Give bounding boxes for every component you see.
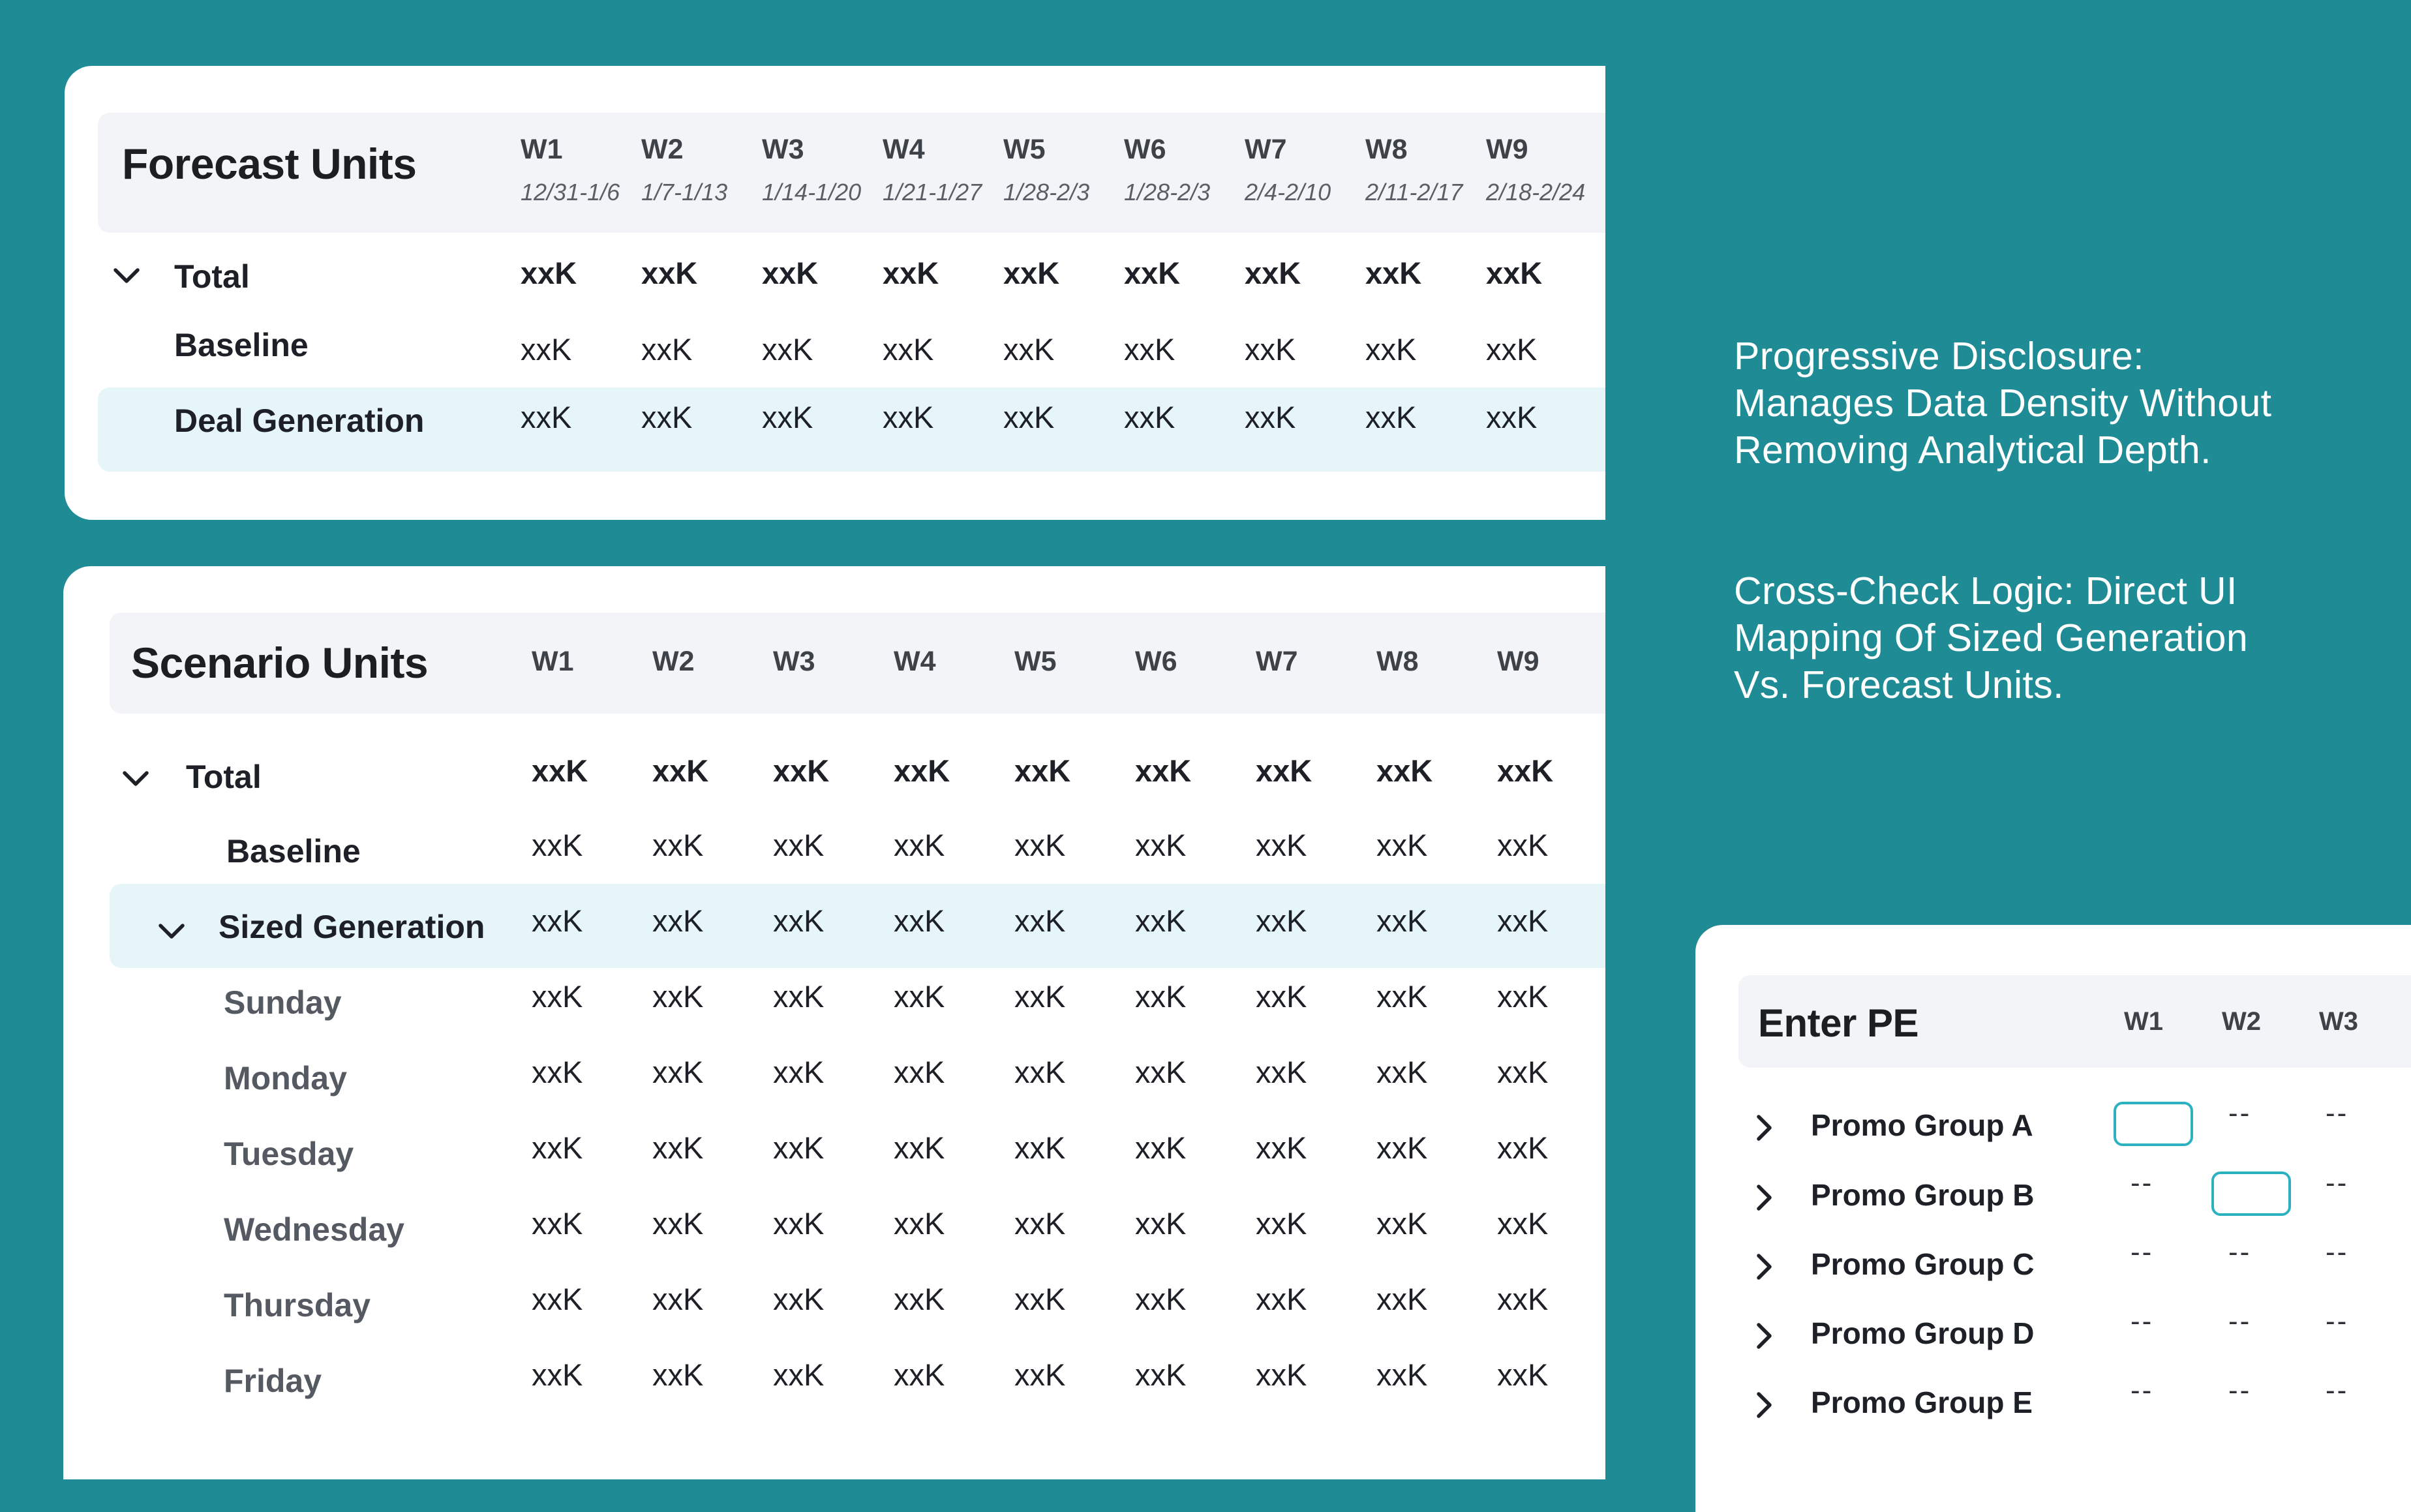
scenario-row-label: Sunday	[224, 984, 342, 1021]
scenario-cell: xxK	[1135, 1130, 1187, 1165]
forecast-week-label: W4	[883, 134, 925, 165]
forecast-cell: xxK	[883, 332, 934, 367]
forecast-cell: xxK	[1365, 256, 1422, 290]
scenario-week-label: W1	[532, 646, 574, 677]
forecast-cell: xxK	[1365, 400, 1417, 434]
forecast-cell: xxK	[1245, 256, 1301, 290]
scenario-cell: xxK	[1014, 1130, 1066, 1165]
scenario-cell: xxK	[532, 828, 583, 862]
cross-check-line: Vs. Forecast Units.	[1734, 663, 2064, 706]
forecast-week-dates: 1/28-2/3	[1124, 179, 1211, 205]
pe-empty-value[interactable]: --	[2326, 1374, 2349, 1406]
forecast-week-dates: 1/21-1/27	[883, 179, 982, 205]
progressive-disclosure-line: Manages Data Density Without	[1734, 382, 2272, 425]
scenario-cell: xxK	[1135, 753, 1192, 788]
scenario-cell: xxK	[894, 979, 945, 1014]
scenario-cell: xxK	[894, 1206, 945, 1241]
pe-empty-value[interactable]: --	[2326, 1167, 2349, 1199]
scenario-cell: xxK	[652, 1130, 704, 1165]
forecast-cell: xxK	[1365, 332, 1417, 367]
scenario-row-label: Total	[186, 759, 262, 795]
scenario-row-label: Friday	[224, 1363, 322, 1399]
promo-group-expand-icon[interactable]	[1749, 1390, 1779, 1420]
forecast-cell: xxK	[1486, 256, 1543, 290]
promo-group-label: Promo Group D	[1811, 1316, 2035, 1350]
scenario-cell: xxK	[532, 1130, 583, 1165]
scenario-cell: xxK	[1014, 828, 1066, 862]
scenario-cell: xxK	[1135, 903, 1187, 938]
forecast-week-dates: 1/14-1/20	[762, 179, 862, 205]
scenario-row-label: Sized Generation	[219, 909, 485, 945]
scenario-cell: xxK	[1497, 1357, 1549, 1392]
scenario-cell: xxK	[1497, 1206, 1549, 1241]
scenario-cell: xxK	[1256, 1282, 1307, 1316]
scenario-cell: xxK	[1256, 1357, 1307, 1392]
scenario-cell: xxK	[773, 828, 825, 862]
forecast-week-label: W6	[1124, 134, 1166, 165]
progressive-disclosure-line: Removing Analytical Depth.	[1734, 429, 2211, 472]
scenario-cell: xxK	[1256, 828, 1307, 862]
forecast-cell: xxK	[883, 256, 939, 290]
pe-week-label: W3	[2319, 1007, 2358, 1036]
scenario-week-label: W8	[1376, 646, 1419, 677]
scenario-week-label: W2	[652, 646, 695, 677]
scenario-cell: xxK	[1135, 1055, 1187, 1089]
forecast-week-dates: 1/28-2/3	[1003, 179, 1090, 205]
forecast-cell: xxK	[641, 400, 693, 434]
promo-group-expand-icon[interactable]	[1749, 1113, 1779, 1143]
cross-check-note	[1734, 567, 2248, 708]
scenario-cell: xxK	[652, 1357, 704, 1392]
pe-empty-value[interactable]: --	[2228, 1374, 2252, 1406]
forecast-title: Forecast Units	[122, 140, 417, 188]
promo-group-expand-icon[interactable]	[1749, 1321, 1779, 1351]
scenario-cell: xxK	[1376, 979, 1428, 1014]
forecast-total-expand-icon[interactable]	[112, 260, 142, 290]
pe-empty-value[interactable]: --	[2228, 1097, 2252, 1129]
forecast-week-dates: 2/11-2/17	[1365, 179, 1463, 205]
scenario-week-label: W7	[1256, 646, 1298, 677]
scenario-cell: xxK	[773, 1055, 825, 1089]
forecast-week-dates: 1/7-1/13	[641, 179, 728, 205]
forecast-cell: xxK	[1245, 400, 1296, 434]
pe-week-label: W2	[2222, 1007, 2261, 1036]
scenario-cell: xxK	[532, 1357, 583, 1392]
scenario-week-label: W6	[1135, 646, 1177, 677]
forecast-cell: xxK	[1124, 400, 1175, 434]
forecast-week-label: W3	[762, 134, 804, 165]
scenario-cell: xxK	[773, 753, 830, 788]
scenario-week-label: W5	[1014, 646, 1057, 677]
scenario-cell: xxK	[1256, 1206, 1307, 1241]
scenario-cell: xxK	[1497, 903, 1549, 938]
progressive-disclosure-note	[1734, 333, 2271, 474]
scenario-cell: xxK	[532, 903, 583, 938]
scenario-cell: xxK	[1014, 903, 1066, 938]
pe-empty-value[interactable]: --	[2130, 1374, 2154, 1406]
promo-group-label: Promo Group E	[1811, 1385, 2033, 1419]
pe-empty-value[interactable]: --	[2326, 1305, 2349, 1337]
scenario-cell: xxK	[894, 828, 945, 862]
forecast-cell: xxK	[1486, 400, 1538, 434]
promo-group-expand-icon[interactable]	[1749, 1183, 1779, 1213]
scenario-cell: xxK	[652, 753, 709, 788]
scenario-row-label: Tuesday	[224, 1136, 354, 1172]
forecast-cell: xxK	[1486, 332, 1538, 367]
scenario-cell: xxK	[1256, 753, 1312, 788]
scenario-cell: xxK	[1014, 1206, 1066, 1241]
scenario-cell: xxK	[1497, 753, 1554, 788]
forecast-cell: xxK	[1003, 400, 1055, 434]
scenario-cell: xxK	[1135, 1357, 1187, 1392]
scenario-cell: xxK	[894, 1130, 945, 1165]
scenario-cell: xxK	[652, 1206, 704, 1241]
pe-empty-value[interactable]: --	[2130, 1305, 2154, 1337]
forecast-cell: xxK	[521, 400, 572, 434]
sized-generation-expand-icon[interactable]	[157, 916, 187, 946]
scenario-row-label: Baseline	[226, 833, 361, 869]
scenario-cell: xxK	[773, 1357, 825, 1392]
scenario-cell: xxK	[652, 903, 704, 938]
forecast-week-dates: 2/4-2/10	[1245, 179, 1331, 205]
scenario-cell: xxK	[532, 753, 588, 788]
scenario-cell: xxK	[532, 1055, 583, 1089]
forecast-week-label: W2	[641, 134, 684, 165]
promo-group-label: Promo Group A	[1811, 1108, 2033, 1142]
forecast-cell: xxK	[762, 400, 813, 434]
progressive-disclosure-line: Progressive Disclosure:	[1734, 335, 2144, 378]
scenario-cell: xxK	[1014, 1055, 1066, 1089]
scenario-total-expand-icon[interactable]	[121, 763, 151, 793]
scenario-cell: xxK	[1135, 828, 1187, 862]
scenario-cell: xxK	[1497, 1282, 1549, 1316]
scenario-units-card	[63, 566, 1605, 1479]
scenario-cell: xxK	[1014, 753, 1071, 788]
scenario-cell: xxK	[652, 979, 704, 1014]
scenario-cell: xxK	[1376, 1282, 1428, 1316]
scenario-cell: xxK	[1256, 903, 1307, 938]
scenario-week-label: W9	[1497, 646, 1539, 677]
scenario-cell: xxK	[652, 1282, 704, 1316]
forecast-cell: xxK	[1003, 332, 1055, 367]
forecast-cell: xxK	[1124, 256, 1181, 290]
pe-empty-value[interactable]: --	[2326, 1097, 2349, 1129]
pe-input-field[interactable]	[2114, 1102, 2193, 1146]
cross-check-line: Mapping Of Sized Generation	[1734, 616, 2249, 659]
scenario-cell: xxK	[1256, 979, 1307, 1014]
cross-check-line: Cross-Check Logic: Direct UI	[1734, 569, 2237, 612]
scenario-cell: xxK	[1497, 1055, 1549, 1089]
scenario-cell: xxK	[773, 903, 825, 938]
scenario-row-label: Thursday	[224, 1287, 371, 1323]
scenario-cell: xxK	[773, 979, 825, 1014]
pe-title: Enter PE	[1758, 1001, 1919, 1045]
scenario-cell: xxK	[894, 1282, 945, 1316]
scenario-cell: xxK	[532, 979, 583, 1014]
scenario-cell: xxK	[894, 753, 950, 788]
scenario-cell: xxK	[1376, 828, 1428, 862]
promo-group-expand-icon[interactable]	[1749, 1252, 1779, 1282]
forecast-cell: xxK	[521, 256, 577, 290]
scenario-cell: xxK	[894, 1055, 945, 1089]
forecast-week-label: W7	[1245, 134, 1287, 165]
scenario-cell: xxK	[1135, 1282, 1187, 1316]
scenario-cell: xxK	[773, 1130, 825, 1165]
forecast-week-dates: 2/18-2/24	[1486, 179, 1586, 205]
scenario-cell: xxK	[1014, 1357, 1066, 1392]
scenario-cell: xxK	[1376, 1206, 1428, 1241]
scenario-title: Scenario Units	[131, 639, 429, 687]
scenario-cell: xxK	[1135, 1206, 1187, 1241]
pe-empty-value[interactable]: --	[2130, 1236, 2154, 1268]
pe-input-field[interactable]	[2211, 1172, 2291, 1216]
forecast-cell: xxK	[1245, 332, 1296, 367]
forecast-week-label: W8	[1365, 134, 1408, 165]
scenario-cell: xxK	[1256, 1130, 1307, 1165]
enter-pe-card	[1695, 925, 2411, 1512]
scenario-week-label: W4	[894, 646, 936, 677]
promo-group-label: Promo Group B	[1811, 1178, 2035, 1212]
scenario-cell: xxK	[894, 903, 945, 938]
scenario-cell: xxK	[1497, 1130, 1549, 1165]
scenario-cell: xxK	[1376, 1357, 1428, 1392]
scenario-cell: xxK	[1497, 979, 1549, 1014]
forecast-cell: xxK	[883, 400, 934, 434]
promo-group-label: Promo Group C	[1811, 1247, 2035, 1281]
forecast-week-label: W5	[1003, 134, 1046, 165]
forecast-cell: xxK	[641, 256, 698, 290]
scenario-cell: xxK	[1376, 1130, 1428, 1165]
scenario-cell: xxK	[1376, 753, 1433, 788]
forecast-cell: xxK	[641, 332, 693, 367]
scenario-row-label: Wednesday	[224, 1211, 404, 1248]
scenario-cell: xxK	[1135, 979, 1187, 1014]
scenario-cell: xxK	[1014, 979, 1066, 1014]
scenario-cell: xxK	[1256, 1055, 1307, 1089]
scenario-cell: xxK	[652, 828, 704, 862]
forecast-cell: xxK	[762, 256, 819, 290]
forecast-row-label: Deal Generation	[174, 402, 425, 439]
pe-empty-value[interactable]: --	[2228, 1236, 2252, 1268]
scenario-cell: xxK	[652, 1055, 704, 1089]
scenario-cell: xxK	[1497, 828, 1549, 862]
scenario-cell: xxK	[532, 1206, 583, 1241]
forecast-units-card	[65, 66, 1605, 520]
scenario-cell: xxK	[1014, 1282, 1066, 1316]
scenario-cell: xxK	[894, 1357, 945, 1392]
forecast-row-label: Total	[174, 258, 250, 295]
forecast-cell: xxK	[762, 332, 813, 367]
scenario-cell: xxK	[773, 1282, 825, 1316]
scenario-cell: xxK	[1376, 903, 1428, 938]
forecast-row-label: Baseline	[174, 327, 309, 363]
forecast-cell: xxK	[1003, 256, 1060, 290]
pe-empty-value[interactable]: --	[2326, 1236, 2349, 1268]
scenario-cell: xxK	[1376, 1055, 1428, 1089]
scenario-row-label: Monday	[224, 1060, 347, 1096]
forecast-cell: xxK	[1124, 332, 1175, 367]
forecast-week-label: W1	[521, 134, 563, 165]
pe-empty-value[interactable]: --	[2228, 1305, 2252, 1337]
scenario-cell: xxK	[532, 1282, 583, 1316]
pe-week-label: W1	[2124, 1007, 2163, 1036]
pe-empty-value[interactable]: --	[2130, 1167, 2154, 1199]
forecast-cell: xxK	[521, 332, 572, 367]
scenario-cell: xxK	[773, 1206, 825, 1241]
forecast-week-dates: 12/31-1/6	[521, 179, 620, 205]
scenario-week-label: W3	[773, 646, 815, 677]
forecast-week-label: W9	[1486, 134, 1528, 165]
